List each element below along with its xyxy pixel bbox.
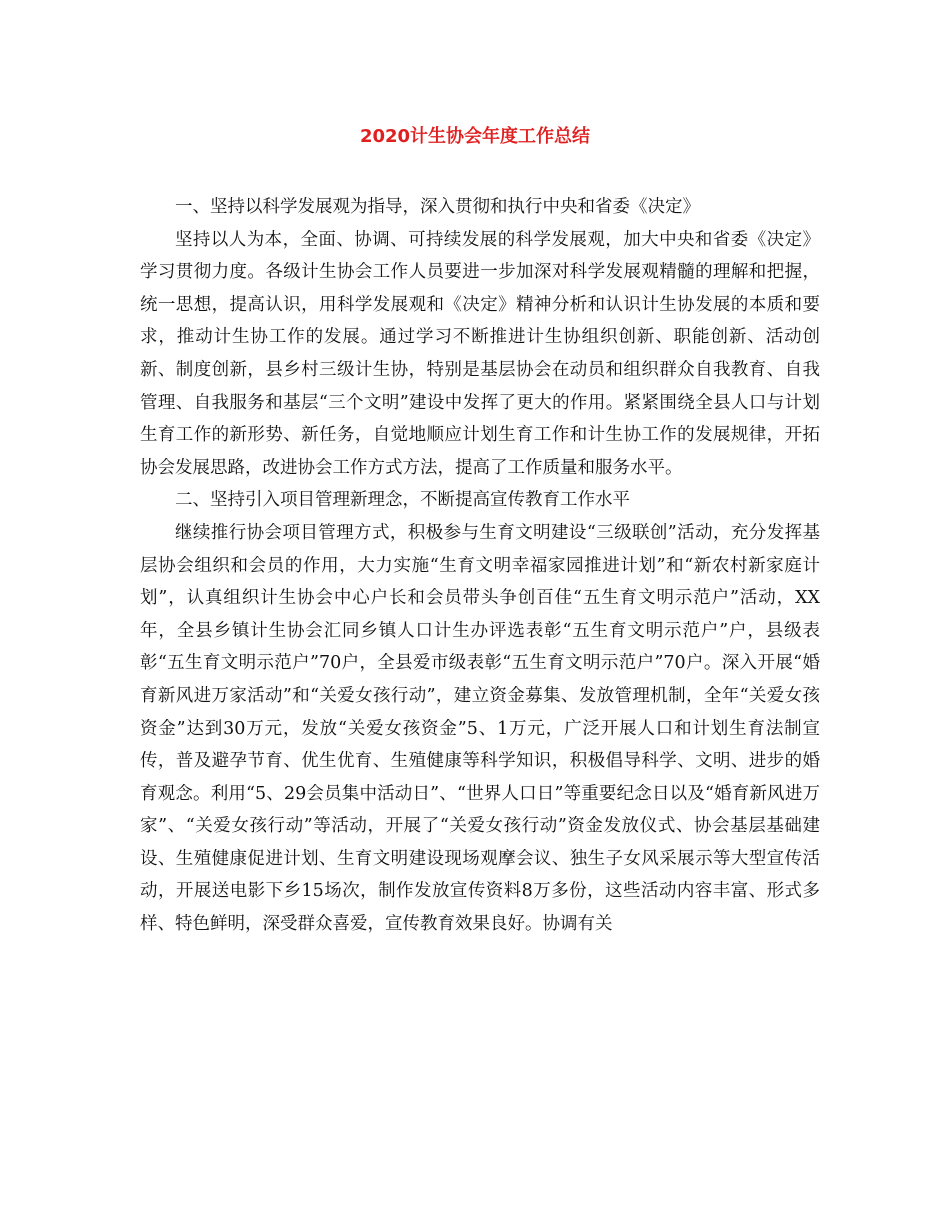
section-heading-2: 二、坚持引入项目管理新理念，不断提高宣传教育工作水平 — [175, 490, 630, 511]
document-title: 2020计生协会年度工作总结 — [359, 126, 591, 147]
section-heading-1: 一、坚持以科学发展观为指导，深入贯彻和执行中央和省委《决定》 — [175, 197, 700, 217]
paragraph-1: 坚持以人为本，全面、协调、可持续发展的科学发展观，加大中央和省委《决定》学习贯彻力度。各级计生协会工作人员要进一步加深对科学发展观精髓的理解和把握，统一思想，提高认识，用科学发展观和《决定》精神分析和认识计生协发展的本质和要求，推动计生协工作的发展。通过学习不断推进计生协组织创新、职能创新、活动创新、制度创新，县乡村三级计生协，特别是基层协会在动员和组织群众自我教育、自我管理、自我服务和基层“三个文明”建设中发挥了更大的作用。紧紧围绕全县人口与计划生育工作的新形势、新任务，自觉地顺应计划生育工作和计生协工作的发展规律，开拓协会发展思路，改进协会工作方式方法，提高了工作质量和服务水平。 — [140, 229, 820, 478]
paragraph-2: 继续推行协会项目管理方式，积极参与生育文明建设“三级联创”活动，充分发挥基层协会组织和会员的作用，大力实施“生育文明幸福家园推进计划”和“新农村新家庭计划”，认真组织计生协会中心户长和会员带头争创百佳“五生育文明示范户”活动，XX年，全县乡镇计生协会汇同乡镇人口计生办评选表彰“五生育文明示范户”户，县级表彰“五生育文明示范户”70户，全县爱市级表彰“五生育文明示范户”70户。深入开展“婚育新风进万家活动”和“关爱女孩行动”，建立资金募集、发放管理机制，全年“关爱女孩资金”达到30万元，发放“关爱女孩资金”5、1万元，广泛开展人口和计划生育法制宣传，普及避孕节育、优生优育、生殖健康等科学知识，积极倡导科学、文明、进步的婚育观念。利用“5、29会员集中活动日”、“世界人口日”等重要纪念日以及“婚育新风进万家”、“关爱女孩行动”等活动，开展了“关爱女孩行动”资金发放仪式、协会基层基础建设、生殖健康促进计划、生育文明建设现场观摩会议、独生子女风采展示等大型宣传活动，开展送电影下乡15场次，制作发放宣传资料8万多份，这些活动内容丰富、形式多样、特色鲜明，深受群众喜爱，宣传教育效果良好。协调有关 — [140, 522, 820, 935]
document-body — [140, 191, 820, 941]
